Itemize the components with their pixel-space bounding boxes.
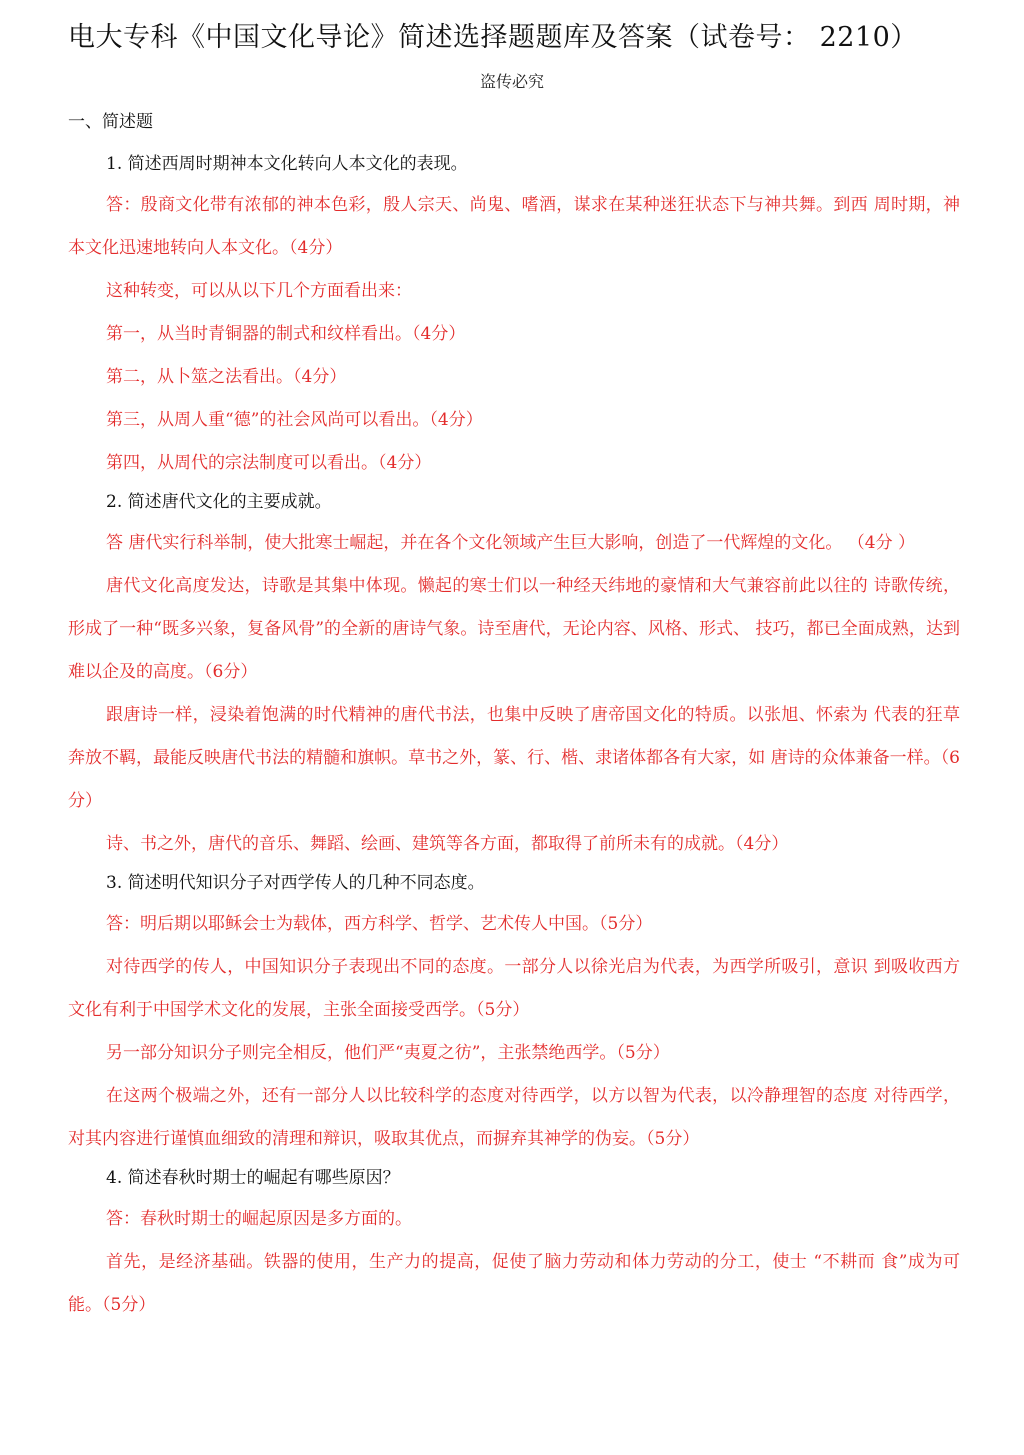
answer-1-paragraph-3: 第一，从当时青铜器的制式和纹样看出。（4分） <box>106 324 466 344</box>
question-3: 3. 简述明代知识分子对西学传人的几种不同态度。 <box>106 873 485 893</box>
answer-3-paragraph-3: 另一部分知识分子则完全相反，他们严“夷夏之彷”，主张禁绝西学。（5分） <box>106 1043 670 1063</box>
answer-4-paragraph-2: 首先，是经济基础。铁器的使用，生产力的提高，促使了脑力劳动和体力劳动的分工，使士 “不耕而 食”成为可能。（5分） <box>68 1252 960 1315</box>
answer-4-paragraph-1: 答：春秋时期士的崛起原因是多方面的。 <box>106 1209 412 1229</box>
answer-1-paragraph-2: 这种转变，可以从以下几个方面看出来： <box>106 281 412 301</box>
answer-2-paragraph-2: 唐代文化高度发达，诗歌是其集中体现。懒起的寒士们以一种经天纬地的豪情和大气兼容前此以往的 诗歌传统，形成了一种“既多兴象，复备风骨”的全新的唐诗气象。诗至唐代，无论内容、风格、形式、 技巧，都已全面成熟，达到难以企及的高度。（6分） <box>68 576 960 682</box>
section-heading: 一、简述题 <box>68 112 153 132</box>
document-body <box>68 110 960 1327</box>
document-subtitle: 盗传必究 <box>479 72 544 91</box>
question-4: 4. 简述春秋时期士的崛起有哪些原因？ <box>106 1168 400 1188</box>
question-1: 1. 简述西周时期神本文化转向人本文化的表现。 <box>106 154 468 174</box>
answer-3-paragraph-4: 在这两个极端之外，还有一部分人以比较科学的态度对待西学，以方以智为代表，以冷静理智的态度 对待西学，对其内容进行谨慎血细致的清理和辩识，吸取其优点，而摒弃其神学的伪妄。（5分） <box>68 1086 960 1149</box>
answer-1-paragraph-1: 答：殷商文化带有浓郁的神本色彩，殷人宗天、尚鬼、嗜酒，谋求在某种迷狂状态下与神共舞。到西 周时期，神本文化迅速地转向人本文化。（4分） <box>68 195 960 258</box>
answer-1-paragraph-6: 第四，从周代的宗法制度可以看出。（4分） <box>106 453 432 473</box>
answer-2-paragraph-3: 跟唐诗一样，浸染着饱满的时代精神的唐代书法，也集中反映了唐帝国文化的特质。以张旭、怀索为 代表的狂草奔放不羁，最能反映唐代书法的精髓和旗帜。草书之外，篆、行、楷、隶诸体都各有大家，如 唐诗的众体兼备一样。（6分） <box>68 705 960 811</box>
answer-3-paragraph-2: 对待西学的传人，中国知识分子表现出不同的态度。一部分人以徐光启为代表，为西学所吸引，意识 到吸收西方文化有利于中国学术文化的发展，主张全面接受西学。（5分） <box>68 957 960 1020</box>
answer-2-paragraph-1: 答 唐代实行科举制，使大批寒士崛起，并在各个文化领域产生巨大影响，创造了一代辉煌的文化。 （4分 ） <box>106 533 916 553</box>
answer-3-paragraph-1: 答：明后期以耶稣会士为载体，西方科学、哲学、艺术传人中国。（5分） <box>106 914 653 934</box>
answer-1-paragraph-5: 第三，从周人重“德”的社会风尚可以看出。（4分） <box>106 410 483 430</box>
answer-2-paragraph-4: 诗、书之外，唐代的音乐、舞蹈、绘画、建筑等各方面，都取得了前所未有的成就。（4分） <box>106 834 789 854</box>
document-title: 电大专科《中国文化导论》简述选择题题库及答案（试卷号： 2210） <box>68 22 918 53</box>
answer-1-paragraph-4: 第二，从卜筮之法看出。（4分） <box>106 367 347 387</box>
question-2: 2. 简述唐代文化的主要成就。 <box>106 492 332 512</box>
